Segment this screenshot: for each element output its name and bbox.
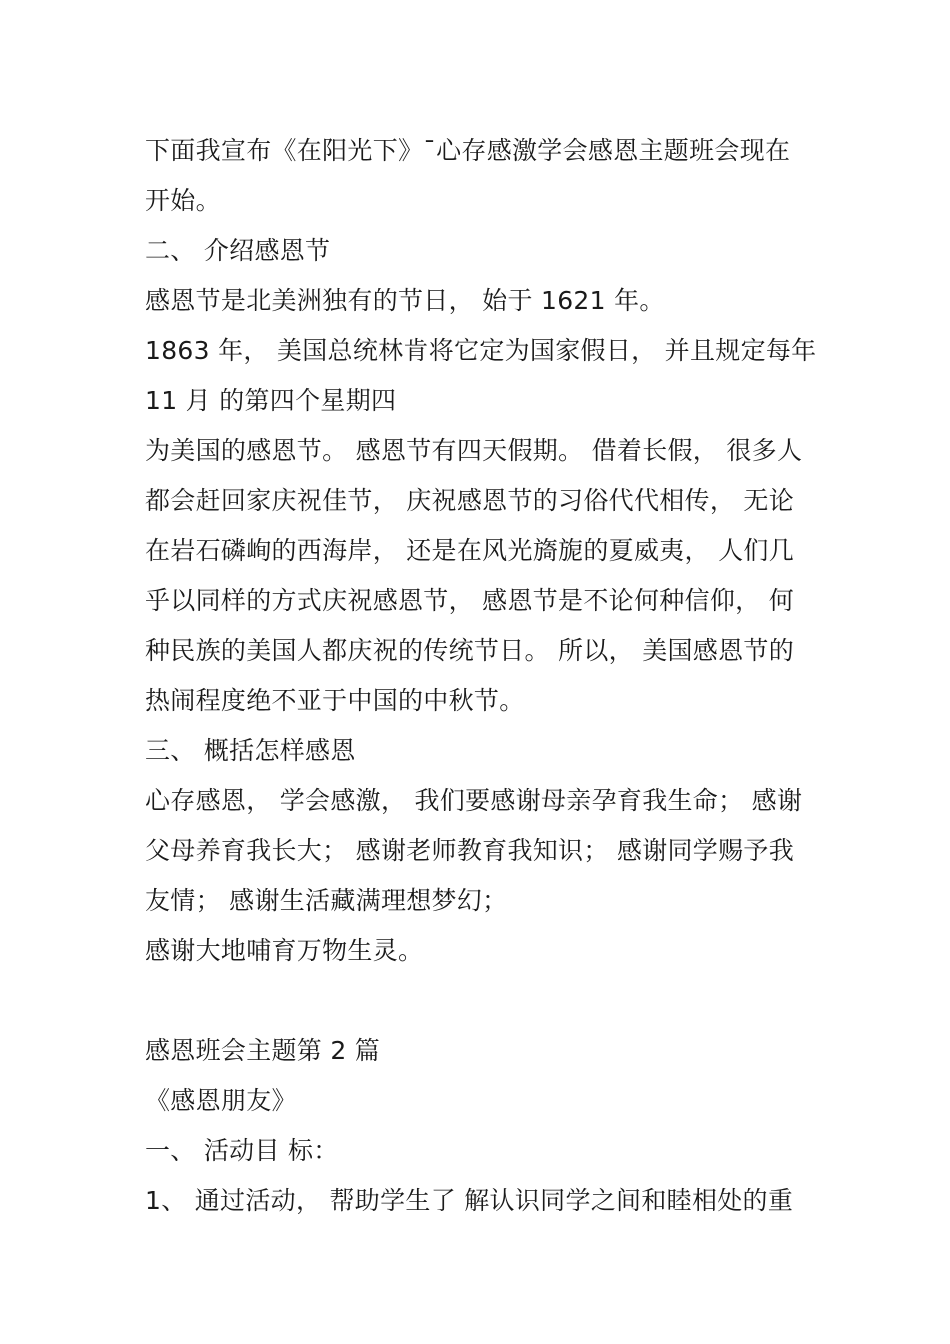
paragraph-line: 热闹程度绝不亚于中国的中秋节。 xyxy=(145,686,525,715)
section-heading: 一、 活动目 标： xyxy=(145,1136,339,1165)
section-heading: 二、 介绍感恩节 xyxy=(145,236,331,265)
section-heading: 三、 概括怎样感恩 xyxy=(145,736,356,765)
paragraph-line: 11 月 的第四个星期四 xyxy=(145,386,397,415)
paragraph-line: 感恩节是北美洲独有的节日， 始于 1621 年。 xyxy=(145,286,665,315)
paragraph-line: 为美国的感恩节。 感恩节有四天假期。 借着长假， 很多人 xyxy=(145,436,803,465)
paragraph-line: 开始。 xyxy=(145,186,221,215)
paragraph-line: 友情； 感谢生活藏满理想梦幻； xyxy=(145,886,508,915)
article-subtitle: 《感恩朋友》 xyxy=(145,1086,297,1115)
paragraph-line: 都会赶回家庆祝佳节， 庆祝感恩节的习俗代代相传， 无论 xyxy=(145,486,794,515)
paragraph-line: 在岩石磷峋的西海岸， 还是在风光旖旎的夏威夷， 人们几 xyxy=(145,536,794,565)
paragraph-line: 乎以同样的方式庆祝感恩节， 感恩节是不论何种信仰， 何 xyxy=(145,586,794,615)
paragraph-line: 种民族的美国人都庆祝的传统节日。 所以， 美国感恩节的 xyxy=(145,636,794,665)
paragraph-line: 感谢大地哺育万物生灵。 xyxy=(145,936,424,965)
paragraph-line: 父母养育我长大； 感谢老师教育我知识； 感谢同学赐予我 xyxy=(145,836,794,865)
paragraph-line: 1863 年， 美国总统林肯将它定为国家假日， 并且规定每年 xyxy=(145,336,817,365)
article-title: 感恩班会主题第 2 篇 xyxy=(145,1036,381,1065)
paragraph-line: 心存感恩， 学会感激， 我们要感谢母亲孕育我生命； 感谢 xyxy=(145,786,803,815)
paragraph-line: 下面我宣布《在阳光下》¯心存感激学会感恩主题班会现在 xyxy=(145,136,791,165)
paragraph-line: 1、 通过活动， 帮助学生了 解认识同学之间和睦相处的重 xyxy=(145,1186,794,1215)
